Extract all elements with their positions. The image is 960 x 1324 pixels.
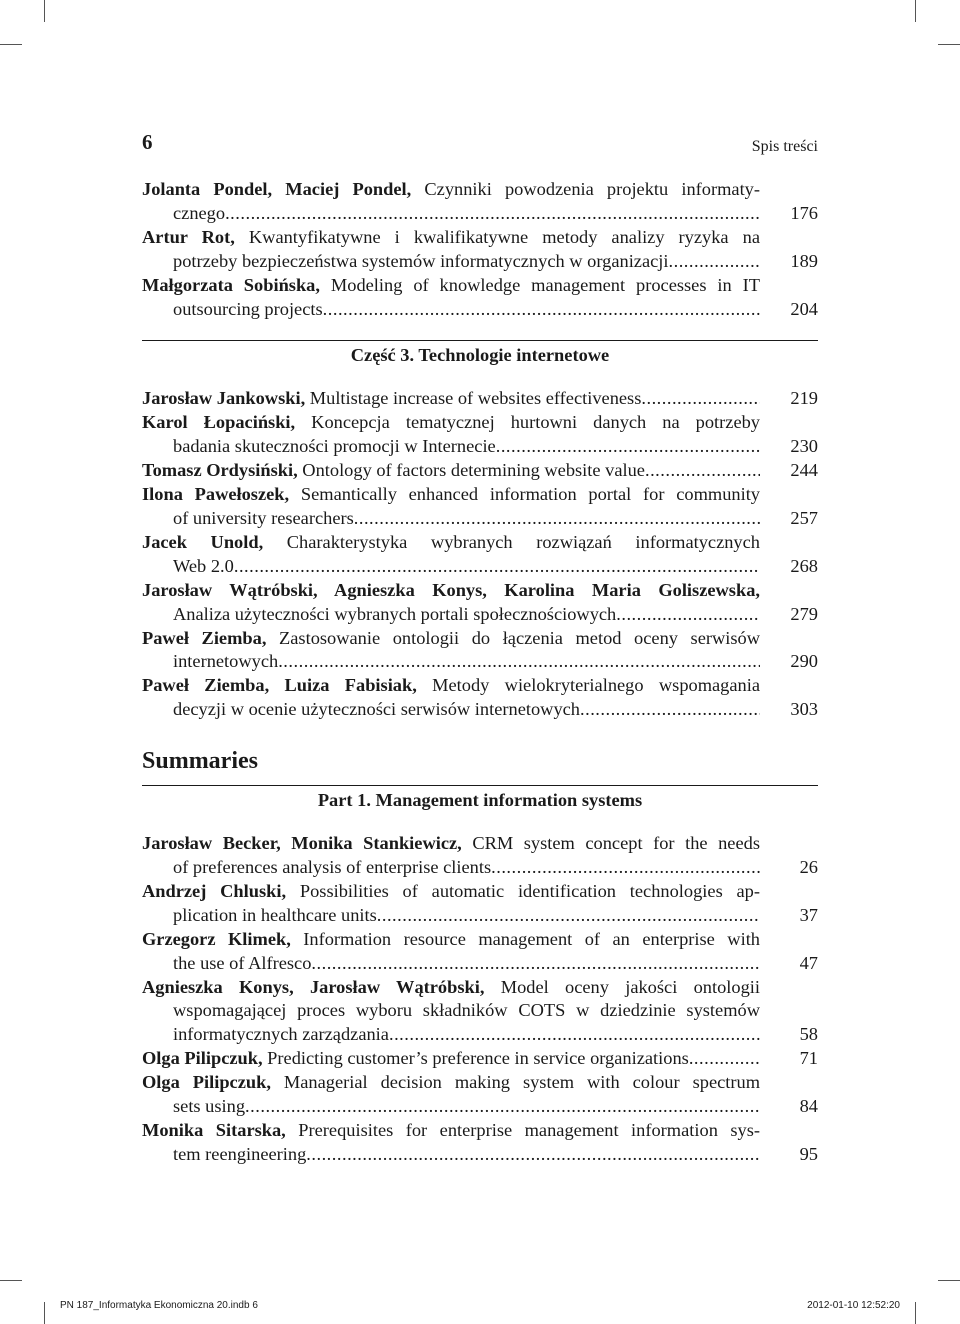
part3-heading: Część 3. Technologie internetowe [350, 345, 610, 366]
toc-entry [142, 178, 818, 226]
crop-mark [938, 44, 960, 45]
entry-page: 71 [799, 1048, 818, 1069]
entry-title: Prerequisites for enterprise management information sys- [285, 1120, 760, 1140]
entry-authors: Karol Łopaciński, [142, 412, 296, 433]
entry-title: badania skuteczności promocji w Internecie [173, 436, 496, 457]
dot-leader [641, 387, 760, 411]
print-footer [60, 1300, 900, 1311]
toc-entry [142, 483, 818, 531]
toc-list-summaries [142, 832, 818, 1167]
crop-mark [44, 0, 45, 22]
entry-authors: Grzegorz Klimek, [142, 928, 291, 949]
dot-leader [580, 698, 760, 722]
toc-entry [142, 274, 818, 322]
dot-leader [225, 202, 760, 226]
toc-entry [142, 411, 818, 459]
toc-entry [142, 880, 818, 928]
crop-mark [915, 1302, 916, 1324]
entry-page: 176 [790, 202, 818, 223]
entry-title: Managerial decision making system with colour spectrum [270, 1072, 760, 1093]
entry-page: 84 [799, 1096, 818, 1117]
entry-page: 58 [799, 1024, 818, 1045]
entry-authors: Artur Rot, [142, 226, 235, 247]
entry-title: Web 2.0 [173, 555, 234, 576]
toc-entry [142, 976, 818, 1048]
entry-page: 189 [790, 250, 818, 271]
dot-leader [645, 459, 760, 483]
toc-entry [142, 627, 818, 675]
entry-title: Metody wielokryterialnego wspomagania [416, 675, 761, 696]
entry-title: Koncepcja tematycznej hurtowni danych na potrzeby [295, 412, 761, 433]
summaries-title: Summaries [142, 748, 258, 775]
section-rule [142, 785, 818, 786]
toc-entry [142, 1071, 818, 1119]
entry-authors: Agnieszka Konys, Jarosław Wątróbski, [142, 976, 485, 997]
toc-entry [142, 1119, 818, 1167]
page-number: 6 [142, 130, 153, 154]
footer-timestamp: 2012-01-10 12:52:20 [807, 1300, 900, 1311]
entry-title: cznego [173, 202, 226, 223]
entry-page: 37 [799, 904, 818, 925]
entry-page: 219 [790, 388, 818, 409]
toc-entry [142, 674, 818, 722]
entry-page: 26 [799, 857, 818, 878]
table-of-contents [142, 178, 818, 1167]
dot-leader [245, 1095, 760, 1119]
entry-authors: Tomasz Ordysiński, [142, 460, 298, 481]
entry-page: 303 [790, 699, 818, 720]
entry-page: 279 [790, 603, 818, 624]
entry-title: Charakterystyka wybranych rozwiązań informatycznych [263, 531, 760, 552]
crop-mark [915, 0, 916, 22]
entry-title: Ontology of factors determining website value [297, 460, 645, 481]
toc-entry [142, 1047, 818, 1071]
entry-authors: Jarosław Wątróbski, Agnieszka Konys, Karolina Maria Goliszewska, [142, 579, 760, 600]
entry-title: decyzji w ocenie użyteczności serwisów internetowych [173, 699, 580, 720]
entry-title: wspomagającej proces wyboru składników COTS w dziedzinie systemów [173, 1000, 760, 1021]
entry-authors: Paweł Ziemba, [142, 627, 267, 648]
entry-authors: Andrzej Chluski, [142, 880, 287, 901]
entry-title: of university researchers [173, 507, 354, 528]
toc-entry [142, 531, 818, 579]
dot-leader [354, 507, 760, 531]
dot-leader [234, 555, 760, 579]
entry-page: 204 [790, 298, 818, 319]
entry-title: sets using [173, 1096, 246, 1117]
entry-title: Czynniki powodzenia projektu informaty- [411, 179, 760, 199]
entry-authors: Małgorzata Sobińska, [142, 274, 320, 295]
toc-entry [142, 579, 818, 627]
entry-title: Modeling of knowledge management processes in IT [319, 274, 760, 295]
toc-entry [142, 832, 818, 880]
entry-authors: Ilona Pawełoszek, [142, 484, 290, 505]
dot-leader [323, 298, 760, 322]
crop-mark [0, 1280, 22, 1281]
entry-authors: Jarosław Becker, Monika Stankiewicz, [142, 833, 462, 854]
entry-title: Multistage increase of websites effectiveness [305, 388, 642, 409]
toc-entry [142, 387, 818, 411]
entry-page: 230 [790, 436, 818, 457]
entry-title: potrzeby bezpieczeństwa systemów informatycznych w organizacji [173, 250, 669, 271]
entry-title: Possibilities of automatic identification technologies ap- [286, 880, 760, 901]
dot-leader [669, 250, 760, 274]
dot-leader [689, 1047, 760, 1071]
crop-mark [0, 44, 22, 45]
entry-title: plication in healthcare units [173, 904, 377, 925]
entry-title: Model oceny jakości ontologii [484, 976, 760, 997]
toc-list-top [142, 178, 818, 321]
entry-title: outsourcing projects [173, 298, 323, 319]
dot-leader [496, 435, 760, 459]
entry-title: Analiza użyteczności wybranych portali społecznościowych [173, 603, 617, 624]
toc-list-part3 [142, 387, 818, 722]
entry-title: CRM system concept for the needs [461, 833, 760, 854]
dot-leader [278, 650, 760, 674]
entry-title: tem reengineering [173, 1143, 307, 1164]
dot-leader [377, 904, 760, 928]
entry-authors: Paweł Ziemba, Luiza Fabisiak, [142, 675, 417, 696]
entry-authors: Jolanta Pondel, Maciej Pondel, [142, 179, 412, 199]
entry-title: Zastosowanie ontologii do łączenia metod oceny serwisów [266, 627, 761, 648]
entry-title: the use of Alfresco [173, 952, 312, 973]
toc-entry [142, 459, 818, 483]
entry-page: 268 [790, 555, 818, 576]
dot-leader [616, 603, 760, 627]
entry-authors: Jarosław Jankowski, [142, 388, 306, 409]
entry-page: 257 [790, 507, 818, 528]
dot-leader [311, 952, 760, 976]
entry-authors: Olga Pilipczuk, [142, 1048, 263, 1069]
entry-page: 290 [790, 651, 818, 672]
toc-entry [142, 226, 818, 274]
crop-mark [938, 1280, 960, 1281]
entry-page: 244 [790, 460, 818, 481]
entry-authors: Jacek Unold, [142, 531, 264, 552]
entry-title: Kwantyfikatywne i kwalifikatywne metody analizy ryzyka na [234, 226, 760, 247]
toc-entry [142, 928, 818, 976]
dot-leader [491, 856, 760, 880]
entry-page: 95 [799, 1143, 818, 1164]
entry-authors: Olga Pilipczuk, [142, 1072, 271, 1093]
running-title: Spis treści [751, 138, 818, 155]
entry-title: Predicting customer’s preference in service organizations [262, 1048, 689, 1069]
footer-file: PN 187_Informatyka Ekonomiczna 20.indb 6 [60, 1300, 258, 1311]
entry-title: informatycznych zarządzania [173, 1024, 389, 1045]
entry-page: 47 [799, 952, 818, 973]
dot-leader [389, 1023, 760, 1047]
entry-title: Information resource management of an enterprise with [290, 928, 760, 949]
entry-authors: Monika Sitarska, [142, 1120, 286, 1140]
entry-title: of preferences analysis of enterprise clients [173, 857, 492, 878]
dot-leader [306, 1143, 760, 1167]
part1-heading: Part 1. Management information systems [317, 790, 643, 811]
entry-title: internetowych [173, 651, 279, 672]
crop-mark [44, 1302, 45, 1324]
section-rule [142, 340, 818, 341]
entry-title: Semantically enhanced information portal for community [289, 484, 761, 505]
